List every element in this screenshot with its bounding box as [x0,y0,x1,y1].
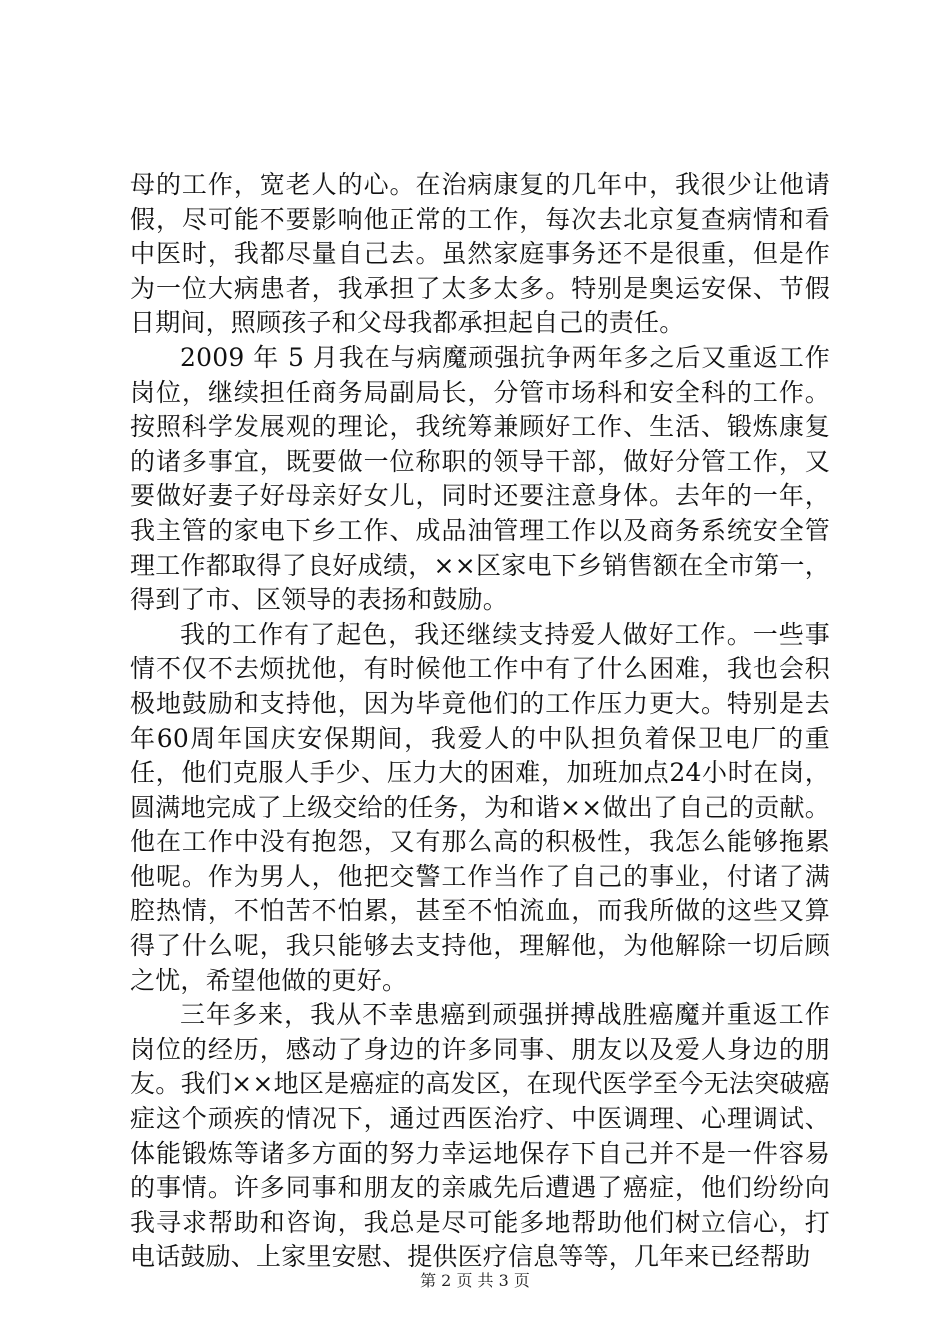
paragraph-return-to-work: 2009 年 5 月我在与病魔顽强抗争两年多之后又重返工作岗位，继续担任商务局副局长，分管市场科和安全科的工作。按照科学发展观的理论，我统筹兼顾好工作、生活、锻炼康复的诸多事宜，既要做一位称职的领导干部，做好分管工作，又要做好妻子好母亲好女儿，同时还要注意身体。去年的一年，我主管的家电下乡工作、成品油管理工作以及商务系统安全管理工作都取得了良好成绩，××区家电下乡销售额在全市第一，得到了市、区领导的表扬和鼓励。 [130,342,830,615]
paragraph-support-husband: 我的工作有了起色，我还继续支持爱人做好工作。一些事情不仅不去烦扰他，有时候他工作中有了什么困难，我也会积极地鼓励和支持他，因为毕竟他们的工作压力更大。特别是去年60周年国庆安保期间，我爱人的中队担负着保卫电厂的重任，他们克服人手少、压力大的困难，加班加点24小时在岗，圆满地完成了上级交给的任务，为和谐××做出了自己的贡献。他在工作中没有抱怨，又有那么高的积极性，我怎么能够拖累他呢。作为男人，他把交警工作当作了自己的事业，付诸了满腔热情，不怕苦不怕累，甚至不怕流血，而我所做的这些又算得了什么呢，我只能够去支持他，理解他，为他解除一切后顾之忧，希望他做的更好。 [130,619,830,995]
page-number-footer: 第 2 页 共 3 页 [420,1271,530,1290]
paragraph-continuation: 母的工作，宽老人的心。在治病康复的几年中，我很少让他请假，尽可能不要影响他正常的工作，每次去北京复查病情和看中医时，我都尽量自己去。虽然家庭事务还不是很重，但是作为一位大病患者，我承担了太多太多。特别是奥运安保、节假日期间，照顾孩子和父母我都承担起自己的责任。 [130,170,830,338]
paragraph-helping-others: 三年多来，我从不幸患癌到顽强拼搏战胜癌魔并重返工作岗位的经历，感动了身边的许多同事、朋友以及爱人身边的朋友。我们××地区是癌症的高发区，在现代医学至今无法突破癌症这个顽疾的情况下，通过西医治疗、中医调理、心理调试、体能锻炼等诸多方面的努力幸运地保存下自己并不是一件容易的事情。许多同事和朋友的亲戚先后遭遇了癌症，他们纷纷向我寻求帮助和咨询，我总是尽可能多地帮助他们树立信心，打电话鼓励、上家里安慰、提供医疗信息等等，几年来已经帮助 [130,1000,830,1272]
document-body [130,168,830,1275]
